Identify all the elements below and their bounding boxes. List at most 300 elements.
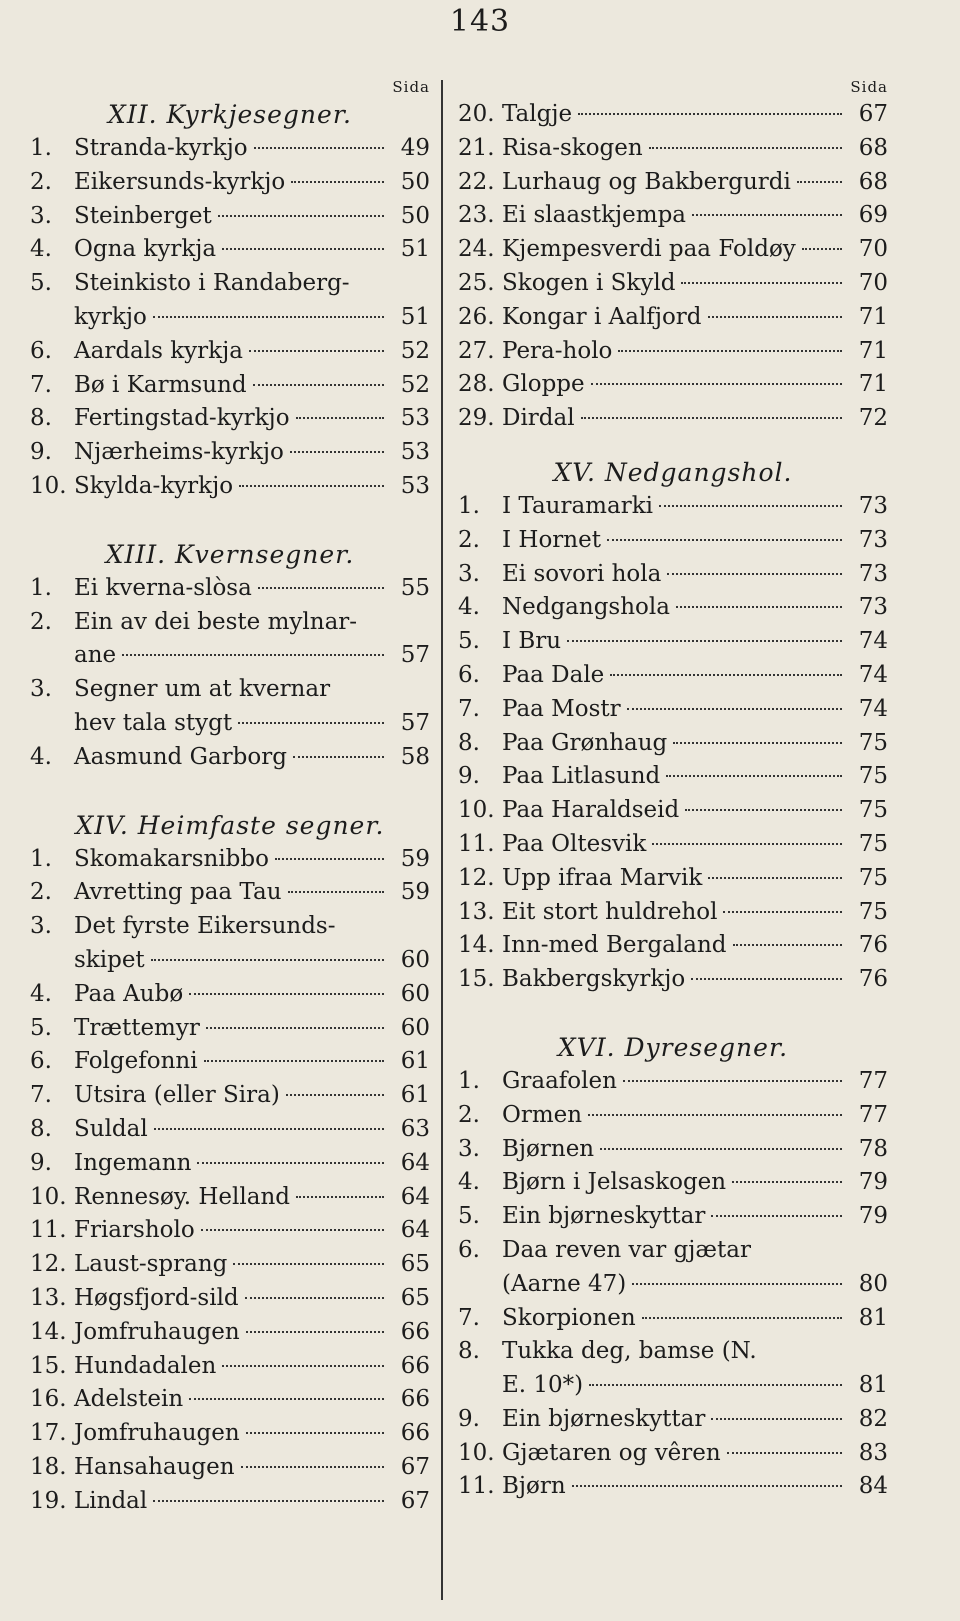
entry-title: Paa Aubø xyxy=(74,980,184,1007)
dot-leader xyxy=(588,1114,842,1116)
entry-body xyxy=(502,1302,888,1336)
entry-body xyxy=(502,558,888,592)
entry-number: 5. xyxy=(30,270,52,297)
toc-entry xyxy=(458,760,888,794)
entry-page: 51 xyxy=(400,303,430,330)
entry-page: 79 xyxy=(858,1203,888,1230)
entry-number: 4. xyxy=(458,594,480,621)
entry-line xyxy=(502,862,888,896)
entry-line xyxy=(502,1268,888,1302)
entry-line xyxy=(502,1133,888,1167)
entry-line xyxy=(502,368,888,402)
toc-entry xyxy=(458,1335,888,1403)
dot-leader xyxy=(797,181,842,183)
toc-entry xyxy=(458,199,888,233)
entry-title: Lindal xyxy=(74,1487,148,1514)
dot-leader xyxy=(708,316,842,318)
dot-leader xyxy=(290,451,384,453)
entry-body xyxy=(502,862,888,896)
toc-entry xyxy=(30,132,430,166)
dot-leader xyxy=(239,485,384,487)
entry-line xyxy=(74,1214,430,1248)
entry-line xyxy=(502,794,888,828)
entry-page: 71 xyxy=(858,371,888,398)
entry-body xyxy=(502,1234,888,1302)
entry-page: 59 xyxy=(400,845,430,872)
entry-body xyxy=(502,267,888,301)
entry-line xyxy=(502,625,888,659)
entry-number: 4. xyxy=(30,980,52,1007)
entry-page: 71 xyxy=(858,337,888,364)
entry-line xyxy=(74,1045,430,1079)
entry-body xyxy=(74,369,430,403)
entry-title-cont: E. 10*) xyxy=(502,1372,584,1399)
entry-title: Bjørn i Jelsaskogen xyxy=(502,1169,727,1196)
entry-page: 61 xyxy=(400,1048,430,1075)
entry-line xyxy=(502,1065,888,1099)
toc-entry xyxy=(30,369,430,403)
entry-body xyxy=(74,910,430,978)
column-divider xyxy=(441,80,443,1600)
entry-title: Avretting paa Tau xyxy=(74,879,282,906)
entry-title: Skylda-kyrkjo xyxy=(74,472,234,499)
entry-number: 11. xyxy=(458,1473,495,1500)
toc-entry xyxy=(30,1045,430,1079)
entry-number: 3. xyxy=(458,1135,480,1162)
entry-line xyxy=(74,1383,430,1417)
entry-body xyxy=(502,693,888,727)
dot-leader xyxy=(673,742,842,744)
entry-page: 67 xyxy=(858,101,888,127)
entry-title: Dirdal xyxy=(502,405,575,432)
entry-number: 22. xyxy=(458,168,495,195)
entry-line xyxy=(74,1316,430,1350)
entry-page: 70 xyxy=(858,236,888,263)
entry-page: 73 xyxy=(858,526,888,553)
entry-title: Ingemann xyxy=(74,1149,192,1176)
dot-leader xyxy=(153,316,384,318)
entry-page: 58 xyxy=(400,743,430,770)
entry-line xyxy=(502,659,888,693)
entry-title-cont: (Aarne 47) xyxy=(502,1270,627,1297)
entry-page: 74 xyxy=(858,695,888,722)
entry-line xyxy=(502,132,888,166)
entry-title-cont: hev tala stygt xyxy=(74,709,233,736)
entry-number: 3. xyxy=(30,676,52,703)
entry-page: 53 xyxy=(400,472,430,499)
entry-page: 52 xyxy=(400,337,430,364)
entry-title: Ei slaastkjempa xyxy=(502,202,687,229)
entry-line xyxy=(74,402,430,436)
entry-line xyxy=(74,1181,430,1215)
entry-page: 68 xyxy=(858,134,888,161)
entry-number: 5. xyxy=(458,628,480,655)
entry-page: 49 xyxy=(400,135,430,161)
toc-entry xyxy=(30,1181,430,1215)
section-title: XIV. Heimfaste segner. xyxy=(75,810,385,840)
entry-number: 21. xyxy=(458,134,495,161)
dot-leader xyxy=(600,1148,842,1150)
entry-line xyxy=(74,301,430,335)
entry-title: Folgefonni xyxy=(74,1048,198,1075)
entry-page: 66 xyxy=(400,1352,430,1379)
toc-entry xyxy=(458,896,888,930)
entry-line xyxy=(502,1369,888,1403)
entry-page: 75 xyxy=(858,797,888,824)
toc-entry xyxy=(30,470,430,504)
toc-entry xyxy=(30,1248,430,1282)
entry-title: Skomakarsnibbo xyxy=(74,845,269,872)
toc-entry xyxy=(30,741,430,775)
entry-title-cont: kyrkjo xyxy=(74,303,147,330)
entry-page: 51 xyxy=(400,236,430,263)
dot-leader xyxy=(204,1060,384,1062)
section-title: XV. Nedgangshol. xyxy=(553,457,793,487)
dot-leader xyxy=(249,350,384,352)
toc-entry xyxy=(458,1200,888,1234)
dot-leader xyxy=(659,505,842,507)
entry-page: 82 xyxy=(858,1405,888,1432)
dot-leader xyxy=(685,809,842,811)
entry-number: 7. xyxy=(30,371,52,398)
entry-title: Ein bjørneskyttar xyxy=(502,1405,706,1432)
entry-page: 64 xyxy=(400,1149,430,1176)
entry-number: 18. xyxy=(30,1453,67,1480)
entry-body xyxy=(502,1166,888,1200)
entry-body xyxy=(74,1417,430,1451)
entry-body xyxy=(502,929,888,963)
entry-body xyxy=(502,828,888,862)
toc-entry xyxy=(458,335,888,369)
entry-title: Risa-skogen xyxy=(502,134,643,161)
entry-number: 16. xyxy=(30,1386,67,1413)
entry-body xyxy=(74,1451,430,1485)
entry-title: Skorpionen xyxy=(502,1304,636,1331)
entry-number: 1. xyxy=(458,492,480,519)
entry-title: Utsira (eller Sira) xyxy=(74,1082,280,1109)
entry-number: 26. xyxy=(458,303,495,330)
toc-entry xyxy=(30,843,430,877)
entry-body xyxy=(74,200,430,234)
dot-leader xyxy=(254,147,384,149)
entry-title: Aardals kyrkja xyxy=(74,337,243,364)
entry-title: Tukka deg, bamse (N. xyxy=(502,1338,757,1365)
toc-entry xyxy=(458,1302,888,1336)
entry-body xyxy=(74,1045,430,1079)
dot-leader xyxy=(275,858,384,860)
dot-leader xyxy=(711,1418,842,1420)
entry-page: 75 xyxy=(858,830,888,857)
dot-leader xyxy=(578,113,842,115)
entry-number: 10. xyxy=(30,472,67,499)
entry-body xyxy=(74,1282,430,1316)
toc-entry xyxy=(458,490,888,524)
toc-entry xyxy=(458,1099,888,1133)
entry-page: 66 xyxy=(400,1386,430,1413)
entry-line xyxy=(502,693,888,727)
entry-number: 1. xyxy=(30,845,52,872)
toc-entry xyxy=(458,591,888,625)
dot-leader xyxy=(286,1094,384,1096)
entry-line xyxy=(74,1113,430,1147)
entry-line xyxy=(502,963,888,997)
entry-body xyxy=(502,591,888,625)
entry-title: Ei sovori hola xyxy=(502,560,662,587)
entry-title: Aasmund Garborg xyxy=(74,743,287,770)
entry-body xyxy=(502,402,888,436)
section-gap xyxy=(458,436,888,456)
entry-page: 64 xyxy=(400,1217,430,1244)
toc-entry xyxy=(30,267,430,335)
dot-leader xyxy=(246,1432,384,1434)
dot-leader xyxy=(296,417,384,419)
entry-page: 53 xyxy=(400,439,430,466)
entry-title: I Tauramarki xyxy=(502,492,653,519)
entry-title: Lurhaug og Bakbergurdi xyxy=(502,168,791,195)
toc-entry xyxy=(30,1147,430,1181)
dot-leader xyxy=(733,944,843,946)
toc-entry xyxy=(458,368,888,402)
dot-leader xyxy=(649,147,842,149)
entry-title: Friarsholo xyxy=(74,1217,195,1244)
entry-number: 4. xyxy=(30,743,52,770)
entry-number: 29. xyxy=(458,405,495,432)
entry-line xyxy=(74,843,430,877)
entry-title: Adelstein xyxy=(74,1386,184,1413)
entry-number: 9. xyxy=(458,763,480,790)
dot-leader xyxy=(291,181,384,183)
entry-line xyxy=(502,524,888,558)
entry-page: 75 xyxy=(858,898,888,925)
toc-entry xyxy=(458,1234,888,1302)
toc-entry xyxy=(30,876,430,910)
entry-page: 67 xyxy=(400,1453,430,1480)
toc-entry xyxy=(30,1417,430,1451)
dot-leader xyxy=(238,722,384,724)
entry-line xyxy=(502,402,888,436)
entry-number: 8. xyxy=(458,1338,480,1365)
entry-line xyxy=(502,1335,888,1369)
entry-number: 9. xyxy=(458,1405,480,1432)
dot-leader xyxy=(253,384,384,386)
dot-leader xyxy=(233,1263,384,1265)
entry-page: 75 xyxy=(858,763,888,790)
entry-number: 27. xyxy=(458,337,495,364)
entry-page: 71 xyxy=(858,303,888,330)
toc-entry xyxy=(458,1166,888,1200)
toc-entry xyxy=(458,1470,888,1504)
entry-title: Paa Oltesvik xyxy=(502,830,647,857)
entry-line xyxy=(502,335,888,369)
entry-page: 60 xyxy=(400,946,430,973)
entry-body xyxy=(502,1403,888,1437)
toc-entry xyxy=(458,558,888,592)
entry-title: Høgsfjord-sild xyxy=(74,1284,239,1311)
entry-page: 55 xyxy=(400,574,430,601)
entry-title: Eit stort huldrehol xyxy=(502,898,718,925)
dot-leader xyxy=(122,654,384,656)
left-toc xyxy=(30,98,430,1518)
entry-body xyxy=(74,267,430,335)
entry-page: 66 xyxy=(400,1318,430,1345)
entry-page: 70 xyxy=(858,269,888,296)
entry-body xyxy=(74,1383,430,1417)
entry-page: 65 xyxy=(400,1284,430,1311)
entry-page: 80 xyxy=(858,1270,888,1297)
toc-entry xyxy=(458,963,888,997)
entry-line xyxy=(74,910,430,944)
entry-number: 2. xyxy=(30,608,52,635)
entry-line xyxy=(502,301,888,335)
entry-line xyxy=(74,978,430,1012)
entry-title: Paa Mostr xyxy=(502,695,621,722)
entry-number: 7. xyxy=(458,1304,480,1331)
entry-number: 10. xyxy=(458,1439,495,1466)
toc-entry xyxy=(458,233,888,267)
left-column xyxy=(30,78,430,1518)
section-gap xyxy=(30,504,430,538)
dot-leader xyxy=(189,1398,384,1400)
entry-number: 10. xyxy=(458,797,495,824)
entry-line xyxy=(502,760,888,794)
dot-leader xyxy=(711,1215,842,1217)
entry-page: 69 xyxy=(858,202,888,229)
sida-label: Sida xyxy=(392,78,430,96)
toc-entry xyxy=(30,233,430,267)
entry-body xyxy=(74,1012,430,1046)
entry-title: Inn-med Bergaland xyxy=(502,932,727,959)
entry-line xyxy=(502,1200,888,1234)
entry-body xyxy=(74,233,430,267)
entry-body xyxy=(502,166,888,200)
entry-page: 77 xyxy=(858,1067,888,1094)
entry-body xyxy=(502,1133,888,1167)
entry-body xyxy=(74,1214,430,1248)
dot-leader xyxy=(627,708,842,710)
entry-number: 5. xyxy=(30,1014,52,1041)
entry-title: Bjørn xyxy=(502,1473,566,1500)
dot-leader xyxy=(732,1181,842,1183)
entry-line xyxy=(502,1302,888,1336)
entry-number: 9. xyxy=(30,1149,52,1176)
entry-line xyxy=(74,1147,430,1181)
dot-leader xyxy=(296,1196,384,1198)
dot-leader xyxy=(222,248,384,250)
entry-body xyxy=(502,1200,888,1234)
dot-leader xyxy=(723,911,842,913)
dot-leader xyxy=(581,417,842,419)
dot-leader xyxy=(246,1331,384,1333)
dot-leader xyxy=(288,891,384,893)
toc-entry xyxy=(30,1383,430,1417)
entry-line xyxy=(74,267,430,301)
entry-line xyxy=(502,1470,888,1504)
entry-body xyxy=(502,760,888,794)
entry-line xyxy=(74,639,430,673)
entry-line xyxy=(502,233,888,267)
entry-line xyxy=(74,233,430,267)
entry-body xyxy=(74,1316,430,1350)
dot-leader xyxy=(189,993,384,995)
entry-page: 67 xyxy=(400,1487,430,1514)
entry-body xyxy=(74,1113,430,1147)
entry-page: 75 xyxy=(858,729,888,756)
dot-leader xyxy=(153,1500,384,1502)
toc-entry xyxy=(458,1403,888,1437)
toc-entry xyxy=(30,335,430,369)
entry-number: 12. xyxy=(458,864,495,891)
entry-body xyxy=(502,199,888,233)
entry-page: 76 xyxy=(858,966,888,993)
entry-body xyxy=(74,335,430,369)
entry-title: Skogen i Skyld xyxy=(502,269,676,296)
dot-leader xyxy=(151,959,384,961)
toc-entry xyxy=(30,1079,430,1113)
entry-number: 14. xyxy=(458,932,495,959)
entry-title-cont: ane xyxy=(74,642,117,669)
entry-number: 8. xyxy=(30,405,52,432)
dot-leader xyxy=(642,1317,842,1319)
entry-line xyxy=(502,1166,888,1200)
entry-body xyxy=(502,1335,888,1403)
entry-number: 12. xyxy=(30,1251,67,1278)
entry-title: Ormen xyxy=(502,1101,583,1128)
dot-leader xyxy=(222,1365,384,1367)
toc-entry xyxy=(458,1133,888,1167)
entry-body xyxy=(502,1470,888,1504)
entry-title: Ein bjørneskyttar xyxy=(502,1203,706,1230)
entry-line xyxy=(74,1079,430,1113)
entry-title: Paa Litlasund xyxy=(502,763,661,790)
entry-title: Jomfruhaugen xyxy=(74,1318,240,1345)
entry-body xyxy=(74,1485,430,1519)
entry-number: 13. xyxy=(458,898,495,925)
entry-page: 74 xyxy=(858,628,888,655)
entry-number: 8. xyxy=(30,1115,52,1142)
entry-body xyxy=(74,132,430,166)
entry-body xyxy=(74,1181,430,1215)
entry-number: 3. xyxy=(30,202,52,229)
sida-label: Sida xyxy=(850,78,888,96)
entry-title: I Hornet xyxy=(502,526,601,553)
entry-title: Suldal xyxy=(74,1115,148,1142)
entry-number: 15. xyxy=(458,966,495,993)
entry-number: 13. xyxy=(30,1284,67,1311)
toc-entry xyxy=(30,1012,430,1046)
right-toc xyxy=(458,98,888,1504)
entry-number: 14. xyxy=(30,1318,67,1345)
entry-body xyxy=(502,233,888,267)
entry-page: 73 xyxy=(858,594,888,621)
entry-number: 6. xyxy=(458,1236,480,1263)
entry-line xyxy=(74,1485,430,1519)
entry-page: 73 xyxy=(858,492,888,519)
entry-number: 3. xyxy=(30,913,52,940)
entry-body xyxy=(74,876,430,910)
entry-line xyxy=(502,98,888,132)
entry-page: 81 xyxy=(858,1372,888,1399)
entry-page: 75 xyxy=(858,864,888,891)
toc-entry xyxy=(30,1282,430,1316)
entry-page: 53 xyxy=(400,405,430,432)
entry-line xyxy=(74,876,430,910)
entry-body xyxy=(74,402,430,436)
toc-entry xyxy=(30,606,430,674)
toc-entry xyxy=(458,166,888,200)
entry-body xyxy=(74,1147,430,1181)
dot-leader xyxy=(258,587,384,589)
entry-body xyxy=(502,335,888,369)
